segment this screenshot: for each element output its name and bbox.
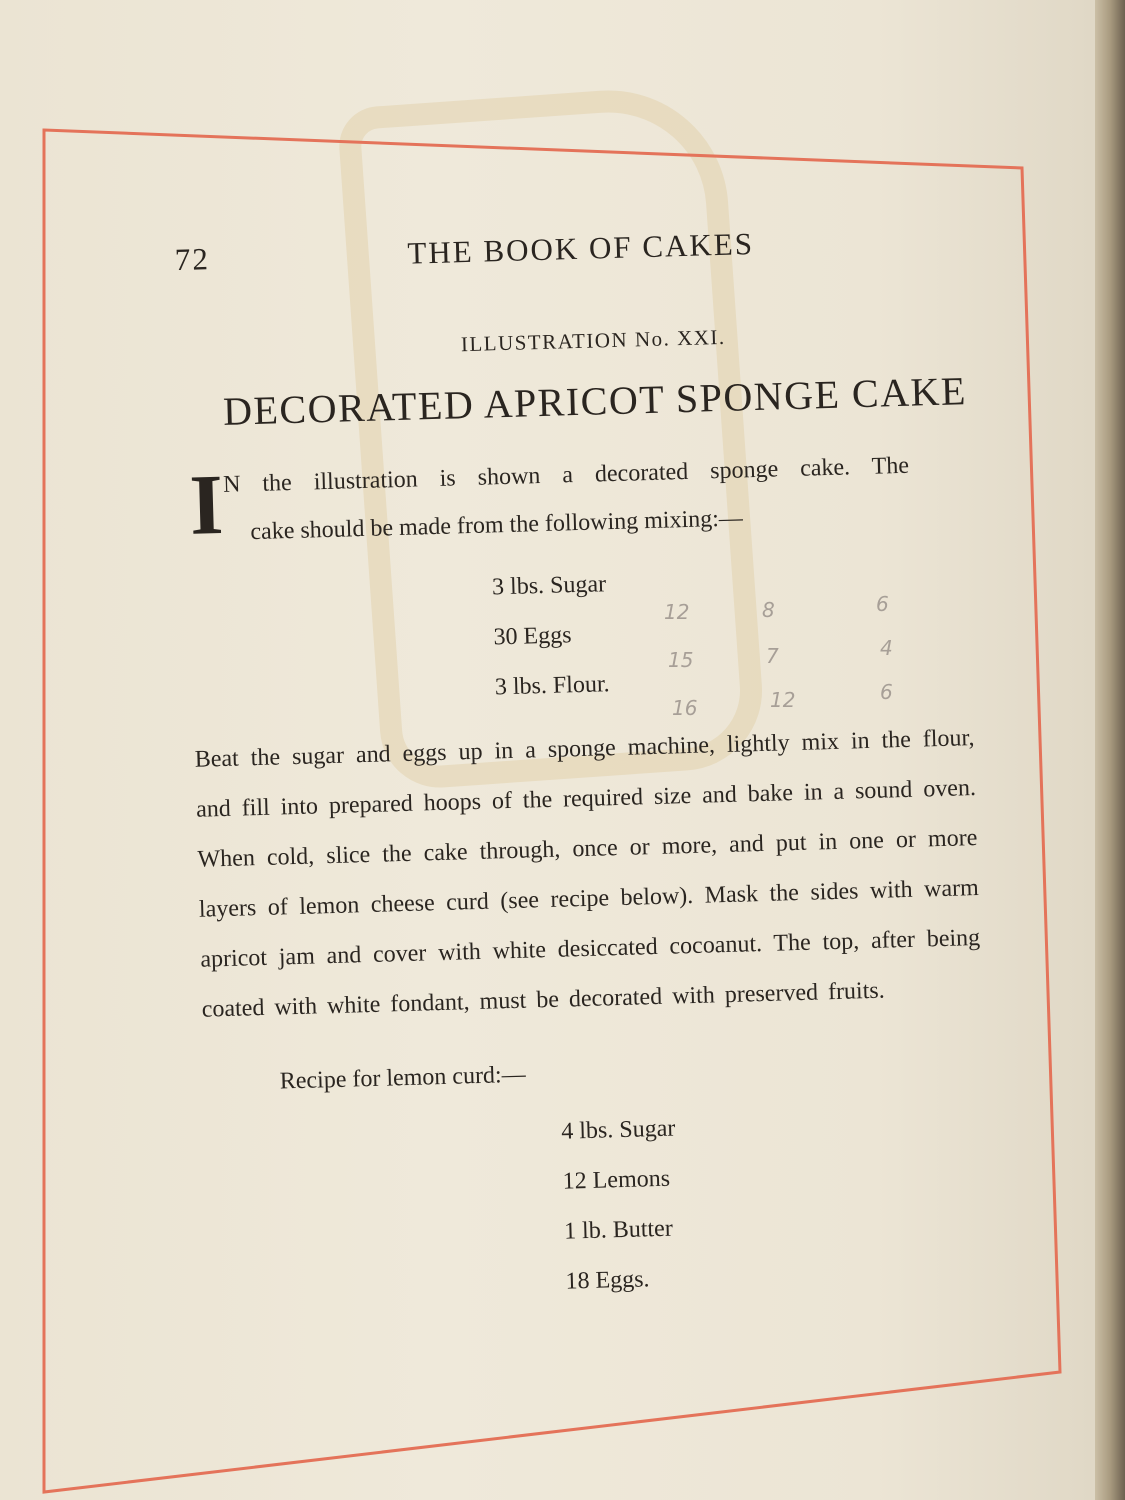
pencil-note: 7 <box>766 644 779 668</box>
ingredient-item: 3 lbs. Flour. <box>494 671 610 701</box>
curd-recipe-heading: Recipe for lemon curd:— <box>279 1061 527 1095</box>
intro-line-1: N the illustration is shown a decorated sponge cake. The <box>222 452 910 498</box>
ingredient-item: 30 Eggs <box>493 622 572 651</box>
pencil-note: 8 <box>762 598 775 622</box>
curd-ingredient-item: 18 Eggs. <box>565 1266 650 1295</box>
page-content <box>174 208 1010 1317</box>
ingredient-list <box>491 549 993 713</box>
pencil-note: 12 <box>664 600 690 624</box>
pencil-note: 4 <box>880 636 893 660</box>
pencil-note: 6 <box>876 592 889 616</box>
illustration-label: ILLUSTRATION No. XXI. <box>460 324 726 357</box>
ingredient-item: 3 lbs. Sugar <box>491 571 607 601</box>
intro-paragraph <box>187 445 989 567</box>
curd-ingredient-item: 12 Lemons <box>562 1165 671 1195</box>
curd-ingredient-list <box>561 1094 1010 1306</box>
running-head: THE BOOK OF CAKES <box>406 225 755 271</box>
page-number: 72 <box>174 241 211 278</box>
pencil-note: 6 <box>880 680 893 704</box>
method-paragraph: Beat the sugar and eggs up in a sponge machine, lightly mix in the flour, and fill into prepared hoops of the required size and bake in a sound oven. When cold, slice the cake through, once or more, and put in one or more layers of lemon cheese curd (see recipe below). Mask the sides with warm apricot jam and cover with white desiccated cocoanut. The top, after being coated with white fondant, must be decorated with preserved fruits. <box>194 725 981 1023</box>
pencil-note: 15 <box>668 648 694 672</box>
drop-cap: I <box>188 455 225 553</box>
pencil-note: 16 <box>672 696 698 720</box>
intro-line-2: cake should be made from the following mixing:— <box>250 505 744 546</box>
curd-ingredient-item: 1 lb. Butter <box>563 1215 674 1245</box>
recipe-title: DECORATED APRICOT SPONGE CAKE <box>222 368 968 434</box>
pencil-note: 12 <box>770 688 796 712</box>
curd-ingredient-item: 4 lbs. Sugar <box>560 1115 676 1145</box>
